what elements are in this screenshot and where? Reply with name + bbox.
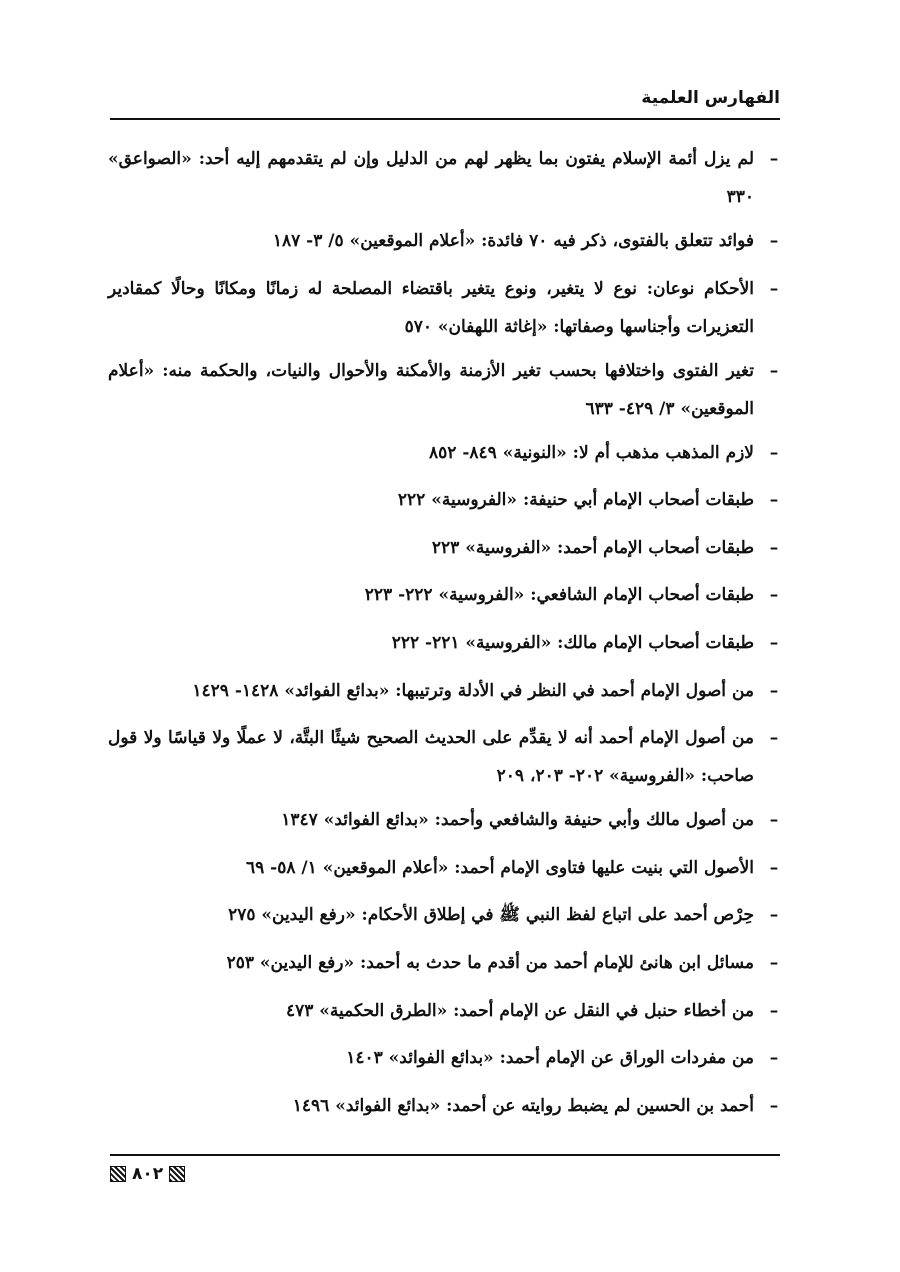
entry-text: أحمد بن الحسين لم يضبط روايته عن أحمد: «بدائع الفوائد» ١٤٩٦	[292, 1095, 754, 1116]
entry-text: طبقات أصحاب الإمام أحمد: «الفروسية» ٢٢٣	[431, 537, 754, 558]
entry-text: تغير الفتوى واختلافها بحسب تغير الأزمنة والأمكنة والأحوال والنيات، والحكمة منه: «أعلام الموقعين» ٣/ ٤٢٩- ٦٣٣	[108, 360, 754, 419]
dash-bullet: –	[769, 149, 779, 169]
running-header	[110, 84, 780, 120]
dash-bullet: –	[769, 680, 779, 701]
index-entry	[108, 529, 784, 567]
entry-text: مسائل ابن هانئ للإمام أحمد من أقدم ما حدث به أحمد: «رفع اليدين» ٢٥٣	[226, 952, 754, 973]
dash-bullet: –	[769, 490, 779, 511]
dash-bullet: –	[769, 442, 779, 463]
dash-bullet: –	[769, 1048, 779, 1069]
entry-text: الأصول التي بنيت عليها فتاوى الإمام أحمد: «أعلام الموقعين» ١/ ٥٨- ٦٩	[246, 857, 754, 878]
entry-text: من أصول الإمام أحمد أنه لا يقدِّم على الحديث الصحيح شيئًا البتَّة، لا عملًا ولا قياسًا ولا قول صاحب: «الفروسية» ٢٠٢- ٢٠٣، ٢٠٩	[108, 728, 754, 787]
entry-text: من أخطاء حنبل في النقل عن الإمام أحمد: «الطرق الحكمية» ٤٧٣	[285, 1000, 754, 1021]
index-entry	[108, 1039, 784, 1077]
index-entry	[108, 481, 784, 519]
dash-bullet: –	[769, 585, 779, 606]
index-entry	[108, 1087, 784, 1125]
dash-bullet: –	[769, 810, 779, 831]
entry-text: من أصول مالك وأبي حنيفة والشافعي وأحمد: «بدائع الفوائد» ١٣٤٧	[281, 810, 754, 831]
index-entry	[108, 944, 784, 982]
index-entries-list	[108, 140, 784, 1134]
page-number-box	[110, 1164, 185, 1184]
entry-text: حِرْص أحمد على اتباع لفظ النبي ﷺ في إطلاق الأحكام: «رفع اليدين» ٢٧٥	[228, 905, 754, 926]
index-entry	[108, 672, 784, 710]
page-number: ٨٠٢	[132, 1164, 164, 1184]
dash-bullet: –	[769, 952, 779, 973]
dash-bullet: –	[769, 1000, 779, 1021]
dash-bullet: –	[769, 278, 779, 299]
ornament-right-icon	[169, 1166, 185, 1182]
entry-text: من أصول الإمام أحمد في النظر في الأدلة وترتيبها: «بدائع الفوائد» ١٤٢٨- ١٤٢٩	[192, 680, 754, 701]
index-entry	[108, 719, 784, 795]
dash-bullet: –	[769, 728, 779, 749]
entry-text: لم يزل أئمة الإسلام يفتون بما يظهر لهم من الدليل وإن لم يتقدمهم إليه أحد: «الصواعق» ٣٣٠	[108, 149, 754, 207]
index-entry	[108, 801, 784, 839]
dash-bullet: –	[769, 632, 779, 653]
index-entry	[108, 222, 784, 260]
index-entry	[108, 896, 784, 934]
dash-bullet: –	[769, 231, 779, 251]
entry-text: من مفردات الوراق عن الإمام أحمد: «بدائع الفوائد» ١٤٠٣	[346, 1048, 754, 1069]
index-entry	[108, 576, 784, 614]
index-entry	[108, 140, 784, 216]
entry-text: لازم المذهب مذهب أم لا: «النونية» ٨٤٩- ٨٥٢	[429, 442, 754, 463]
dash-bullet: –	[769, 537, 779, 558]
ornament-left-icon	[110, 1166, 126, 1182]
dash-bullet: –	[769, 1095, 779, 1116]
entry-text: طبقات أصحاب الإمام الشافعي: «الفروسية» ٢٢٢- ٢٢٣	[364, 585, 754, 606]
index-entry	[108, 849, 784, 887]
entry-text: طبقات أصحاب الإمام أبي حنيفة: «الفروسية» ٢٢٢	[397, 490, 754, 511]
index-entry	[108, 434, 784, 472]
entry-text: الأحكام نوعان: نوع لا يتغير، ونوع يتغير باقتضاء المصلحة له زمانًا ومكانًا وحالًا كمقادير التعزيرات وأجناسها وصفاتها: «إغاثة اللهفان» ٥٧٠	[108, 278, 754, 337]
dash-bullet: –	[769, 360, 779, 381]
dash-bullet: –	[769, 857, 779, 878]
page-footer	[110, 1154, 780, 1186]
index-entry	[108, 352, 784, 428]
entry-text: طبقات أصحاب الإمام مالك: «الفروسية» ٢٢١- ٢٢٢	[391, 632, 754, 653]
index-entry	[108, 992, 784, 1030]
index-entry	[108, 624, 784, 662]
dash-bullet: –	[769, 905, 779, 926]
index-entry	[108, 270, 784, 346]
entry-text: فوائد تتعلق بالفتوى، ذكر فيه ٧٠ فائدة: «أعلام الموقعين» ٥/ ٣- ١٨٧	[272, 231, 754, 251]
header-title: الفهارس العلمية	[641, 88, 780, 108]
